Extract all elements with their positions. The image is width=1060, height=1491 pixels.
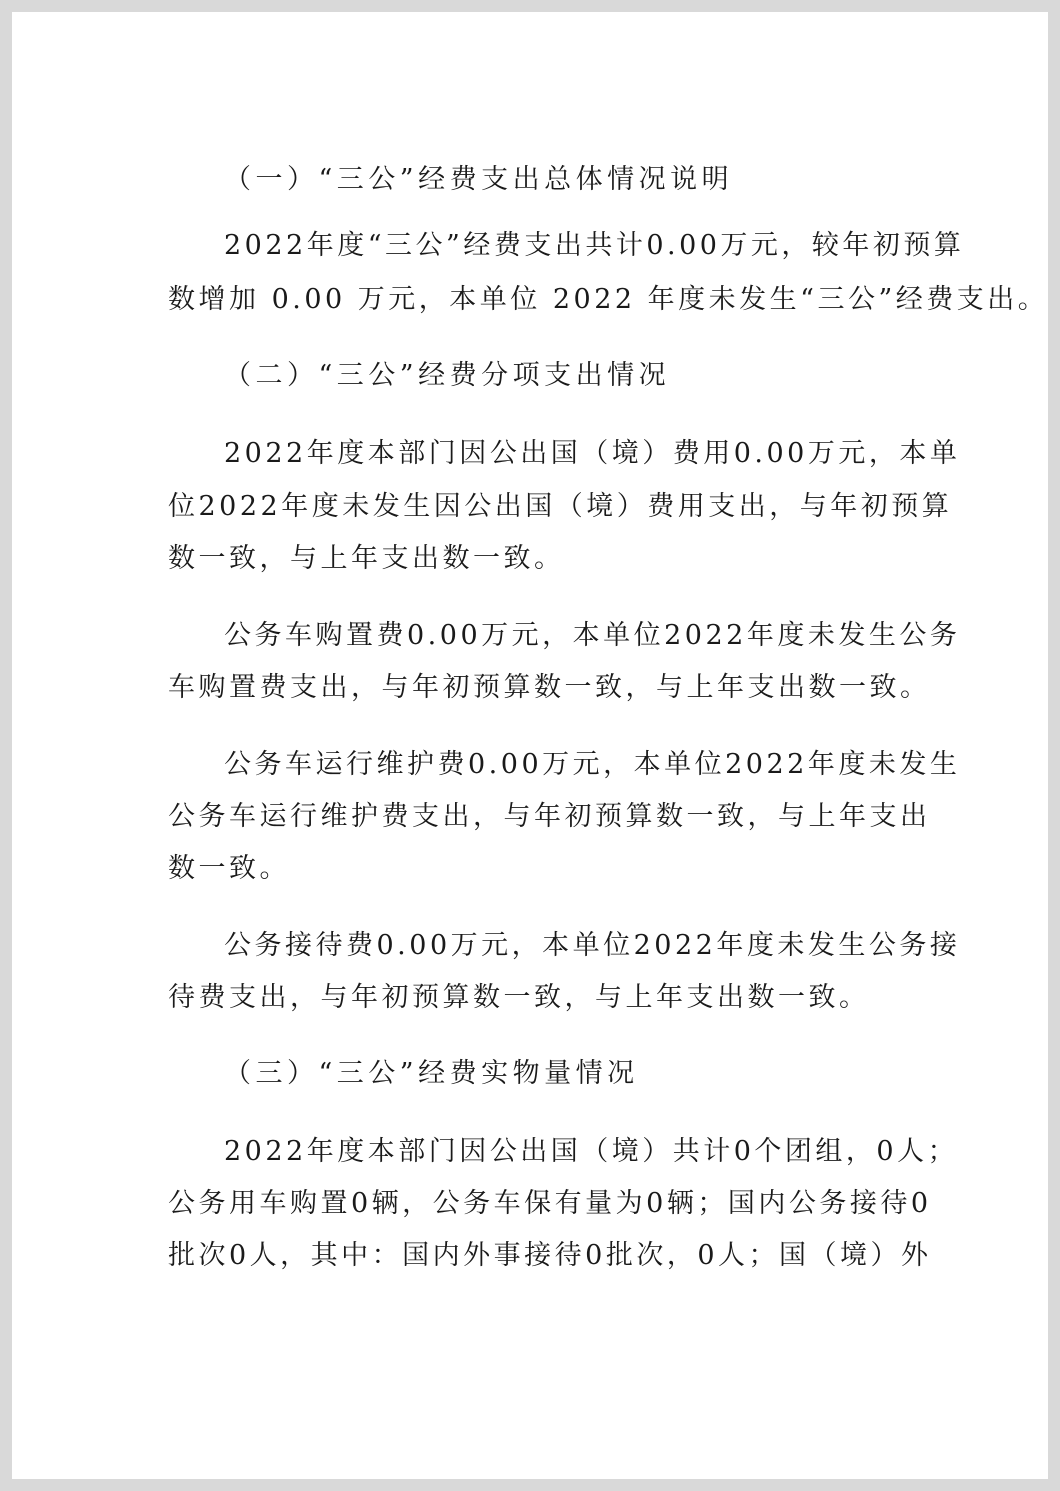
paragraph-line: 车购置费支出，与年初预算数一致，与上年支出数一致。: [168, 672, 931, 703]
paragraph-line: 数增加 0.00 万元，本单位 2022 年度未发生“三公”经费支出。: [168, 284, 1049, 315]
section-heading-3: （三）“三公”经费实物量情况: [224, 1058, 639, 1089]
document-page: [12, 12, 1048, 1479]
paragraph-line: 待费支出，与年初预算数一致，与上年支出数一致。: [168, 982, 870, 1013]
paragraph-line: 批次0人，其中：国内外事接待0批次，0人；国（境）外: [168, 1240, 932, 1271]
paragraph-line: 公务用车购置0辆，公务车保有量为0辆；国内公务接待0: [168, 1188, 932, 1219]
paragraph-line: 2022年度“三公”经费支出共计0.00万元，较年初预算: [224, 230, 965, 261]
paragraph-line: 数一致。: [168, 853, 290, 884]
paragraph-line: 位2022年度未发生因公出国（境）费用支出，与年初预算: [168, 491, 953, 522]
paragraph-line: 公务接待费0.00万元，本单位2022年度未发生公务接: [224, 930, 961, 961]
section-heading-1: （一）“三公”经费支出总体情况说明: [224, 164, 734, 195]
paragraph-line: 2022年度本部门因公出国（境）共计0个团组，0人；: [224, 1136, 959, 1167]
paragraph-line: 公务车购置费0.00万元，本单位2022年度未发生公务: [224, 620, 961, 651]
paragraph-line: 公务车运行维护费支出，与年初预算数一致，与上年支出: [168, 801, 931, 832]
paragraph-line: 数一致，与上年支出数一致。: [168, 543, 565, 574]
paragraph-line: 公务车运行维护费0.00万元，本单位2022年度未发生: [224, 749, 961, 780]
section-heading-2: （二）“三公”经费分项支出情况: [224, 360, 671, 391]
paragraph-line: 2022年度本部门因公出国（境）费用0.00万元，本单: [224, 438, 961, 469]
